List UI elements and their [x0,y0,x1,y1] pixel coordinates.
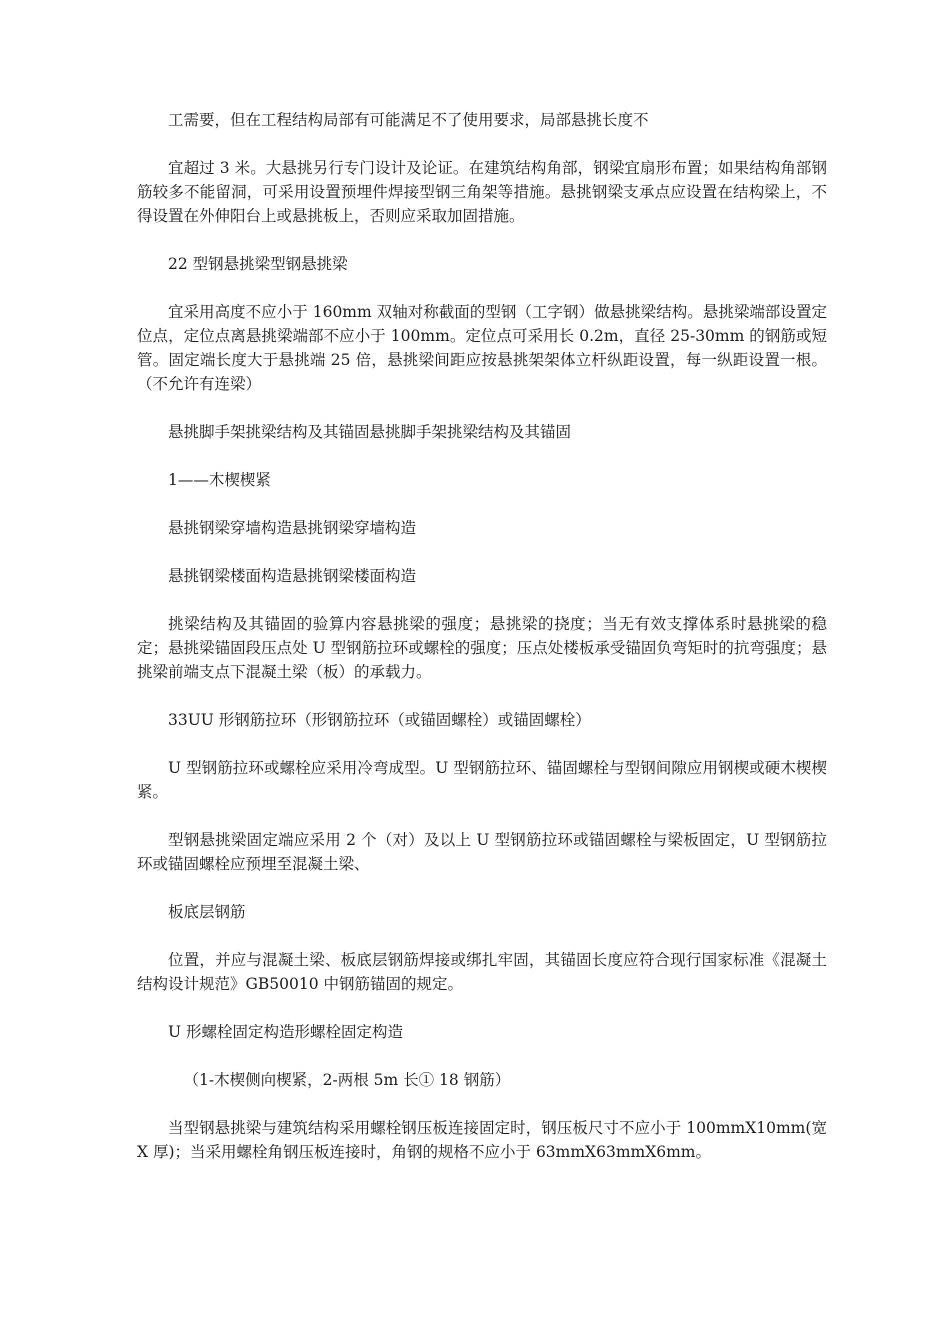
paragraph-4: 挑梁结构及其锚固的验算内容悬挑梁的强度；悬挑梁的挠度；当无有效支撑体系时悬挑梁的稳定；悬挑梁锚固段压点处 U 型钢筋拉环或螺栓的强度；压点处楼板承受锚固负弯矩时的抗弯强度；悬挑梁前端支点下混凝土梁（板）的承载力。 [137,615,827,681]
paragraph-8: 位置，并应与混凝土梁、板底层钢筋焊接或绑扎牢固，其锚固长度应符合现行国家标准《混凝土结构设计规范》GB50010 中钢筋锚固的规定。 [137,951,827,993]
paragraph-1: 工需要，但在工程结构局部有可能满足不了使用要求，局部悬挑长度不 [168,111,649,129]
figure-caption-through-wall: 悬挑钢梁穿墙构造悬挑钢梁穿墙构造 [168,519,417,537]
paragraph-6: 型钢悬挑梁固定端应采用 2 个（对）及以上 U 型钢筋拉环或锚固螺栓与梁板固定，U 型钢筋拉环或锚固螺栓应预埋至混凝土梁、 [137,831,827,873]
paragraph-7: 板底层钢筋 [168,903,246,921]
paragraph-3: 宜采用高度不应小于 160mm 双轴对称截面的型钢（工字钢）做悬挑梁结构。悬挑梁端部设置定位点，定位点离悬挑梁端部不应小于 100mm。定位点可采用长 0.2m，直径 25-30mm 的钢筋或短管。固定端长度大于悬挑端 25 倍，悬挑梁间距应按悬挑架架体立杆纵距设置，每一纵距设置一根。（不允许有连梁） [137,303,827,393]
section-heading-cantilever-beam: 22 型钢悬挑梁型钢悬挑梁 [168,255,348,273]
paragraph-9: 当型钢悬挑梁与建筑结构采用螺栓钢压板连接固定时，钢压板尺寸不应小于 100mmX10mm(宽 X 厚)；当采用螺栓角钢压板连接时，角钢的规格不应小于 63mmX63mmX6mm。 [137,1119,827,1161]
paragraph-2: 宜超过 3 米。大悬挑另行专门设计及论证。在建筑结构角部，钢梁宜扇形布置；如果结构角部钢筋较多不能留洞，可采用设置预埋件焊接型钢三角架等措施。悬挑钢梁支承点应设置在结构梁上，不得设置在外伸阳台上或悬挑板上，否则应采取加固措施。 [137,159,827,225]
section-heading-u-ring: 33UU 形钢筋拉环（形钢筋拉环（或锚固螺栓）或锚固螺栓） [168,711,591,729]
section-heading-anchorage: 悬挑脚手架挑梁结构及其锚固悬挑脚手架挑梁结构及其锚固 [168,423,572,441]
figure-caption-floor: 悬挑钢梁楼面构造悬挑钢梁楼面构造 [168,567,417,585]
document-body [137,108,827,1164]
figure-caption-wood-wedge: 1——木楔楔紧 [168,471,271,489]
section-heading-u-bolt: U 形螺栓固定构造形螺栓固定构造 [168,1023,403,1041]
figure-caption-u-bolt: （1-木楔侧向楔紧，2-两根 5m 长① 18 钢筋） [183,1071,511,1089]
paragraph-5: U 型钢筋拉环或螺栓应采用冷弯成型。U 型钢筋拉环、锚固螺栓与型钢间隙应用钢楔或硬木楔楔紧。 [137,759,827,801]
